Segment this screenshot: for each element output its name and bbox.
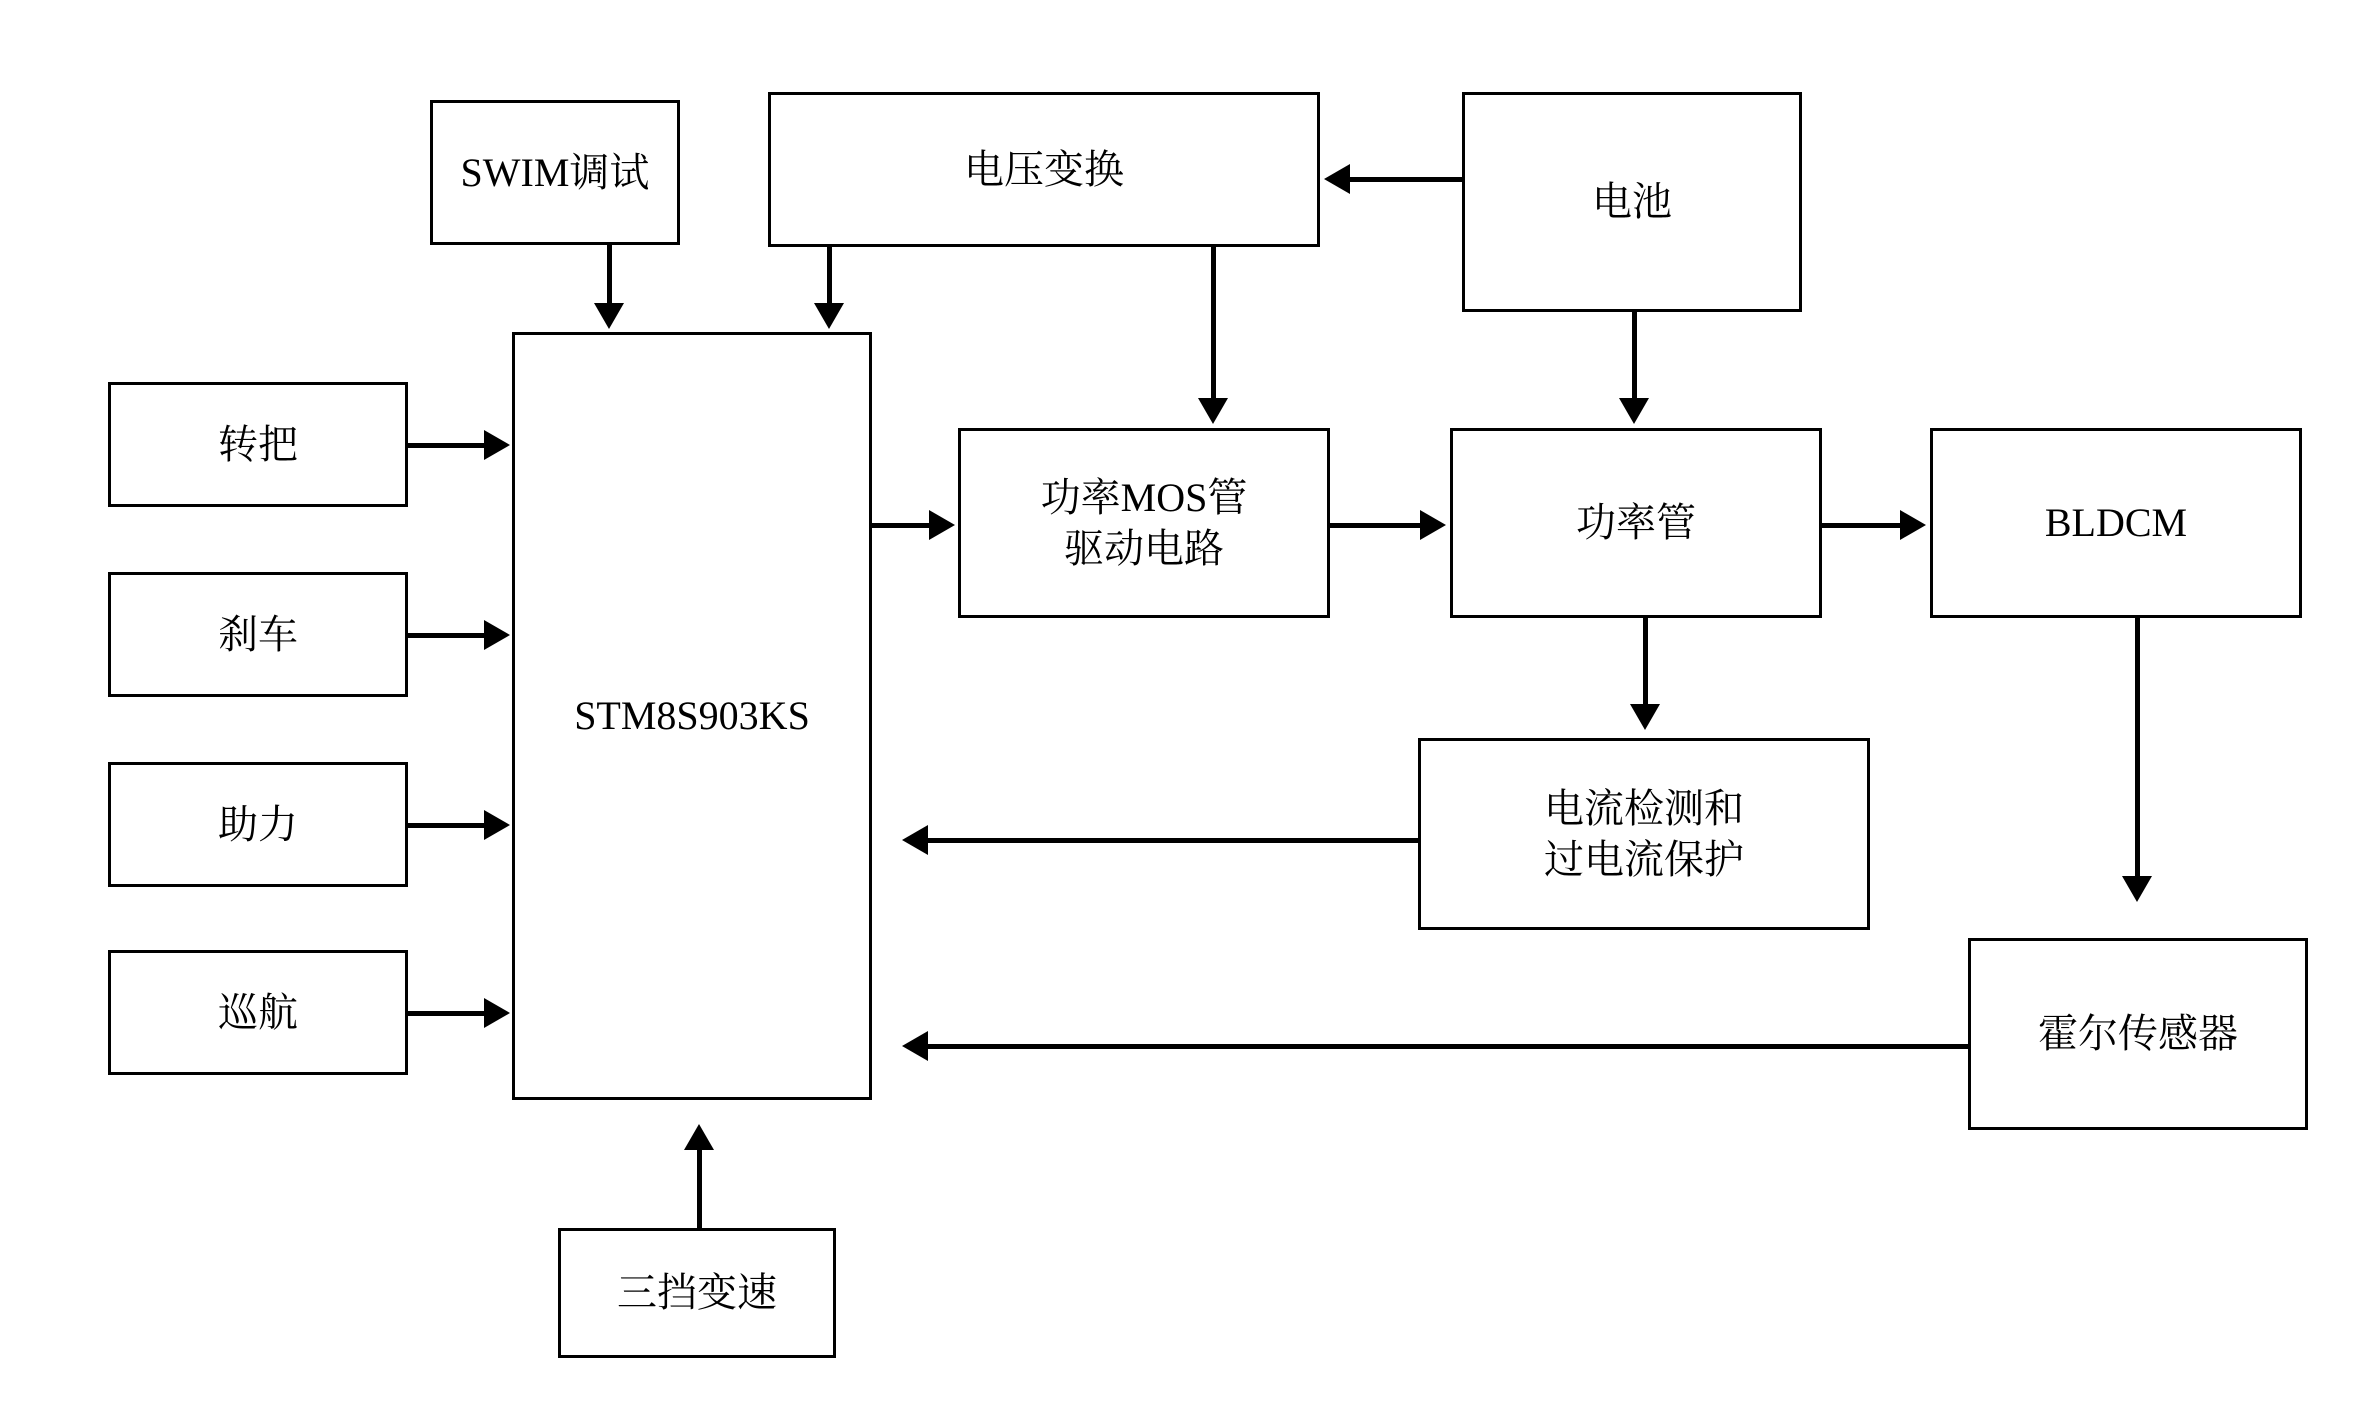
node-current-detection — [1418, 738, 1870, 930]
edge-power-to-current — [1643, 618, 1648, 708]
arrow-throttle-to-mcu — [484, 430, 510, 460]
node-cruise — [108, 950, 408, 1075]
arrow-brake-to-mcu — [484, 620, 510, 650]
arrow-gearshift-to-mcu — [684, 1124, 714, 1150]
edge-gearshift-to-mcu — [697, 1150, 702, 1230]
node-label: 功率MOS管 — [1040, 474, 1248, 520]
arrow-cruise-to-mcu — [484, 998, 510, 1028]
node-label: 三挡变速 — [617, 1270, 777, 1316]
node-label-line2: 过电流保护 — [1544, 837, 1744, 882]
node-label: SWIM调试 — [460, 149, 650, 195]
node-power-transistor — [1450, 428, 1822, 618]
edge-battery-to-power — [1632, 312, 1637, 402]
arrow-current-to-mcu — [902, 825, 928, 855]
node-mos-driver — [958, 428, 1330, 618]
node-throttle — [108, 382, 408, 507]
edge-battery-to-voltage — [1350, 177, 1462, 182]
arrow-mos-driver-to-power — [1420, 510, 1446, 540]
node-label: 功率管 — [1576, 500, 1696, 546]
node-mcu — [512, 332, 872, 1100]
edge-throttle-to-mcu — [408, 443, 486, 448]
edge-hall-to-mcu — [928, 1044, 1970, 1049]
edge-mos-driver-to-power — [1330, 523, 1422, 528]
node-label: 巡航 — [218, 989, 298, 1035]
node-brake — [108, 572, 408, 697]
node-label-line2: 驱动电路 — [1064, 526, 1224, 571]
node-label: BLDCM — [2044, 500, 2188, 546]
node-hall-sensor — [1968, 938, 2308, 1130]
node-label: STM8S903KS — [574, 693, 810, 739]
edge-power-to-bldcm — [1822, 523, 1902, 528]
node-bldcm — [1930, 428, 2302, 618]
edge-bldcm-to-hall — [2135, 618, 2140, 880]
arrow-swim-to-mcu — [594, 303, 624, 329]
arrow-voltage-to-mos-driver — [1198, 398, 1228, 424]
edge-voltage-to-mos-driver — [1211, 247, 1216, 402]
node-label: 电压变换 — [964, 146, 1124, 192]
edge-assist-to-mcu — [408, 823, 486, 828]
edge-current-to-mcu — [928, 838, 1420, 843]
arrow-voltage-to-mcu — [814, 303, 844, 329]
node-label: 电池 — [1592, 179, 1672, 225]
node-assist — [108, 762, 408, 887]
arrow-bldcm-to-hall — [2122, 876, 2152, 902]
arrow-battery-to-power — [1619, 398, 1649, 424]
arrow-assist-to-mcu — [484, 810, 510, 840]
arrow-power-to-bldcm — [1900, 510, 1926, 540]
edge-mcu-to-mos-driver — [872, 523, 930, 528]
node-label: 电流检测和 — [1544, 785, 1744, 831]
node-voltage-converter — [768, 92, 1320, 247]
arrow-power-to-current — [1630, 704, 1660, 730]
arrow-hall-to-mcu — [902, 1031, 928, 1061]
edge-voltage-to-mcu — [827, 247, 832, 307]
edge-swim-to-mcu — [607, 245, 612, 307]
arrow-mcu-to-mos-driver — [929, 510, 955, 540]
arrow-battery-to-voltage — [1324, 164, 1350, 194]
node-label: 刹车 — [218, 611, 298, 657]
node-swim — [430, 100, 680, 245]
edge-brake-to-mcu — [408, 633, 486, 638]
edge-cruise-to-mcu — [408, 1011, 486, 1016]
node-label: 霍尔传感器 — [2038, 1011, 2238, 1057]
node-battery — [1462, 92, 1802, 312]
node-gear-shift — [558, 1228, 836, 1358]
node-label: 助力 — [218, 801, 298, 847]
node-label: 转把 — [218, 421, 298, 467]
